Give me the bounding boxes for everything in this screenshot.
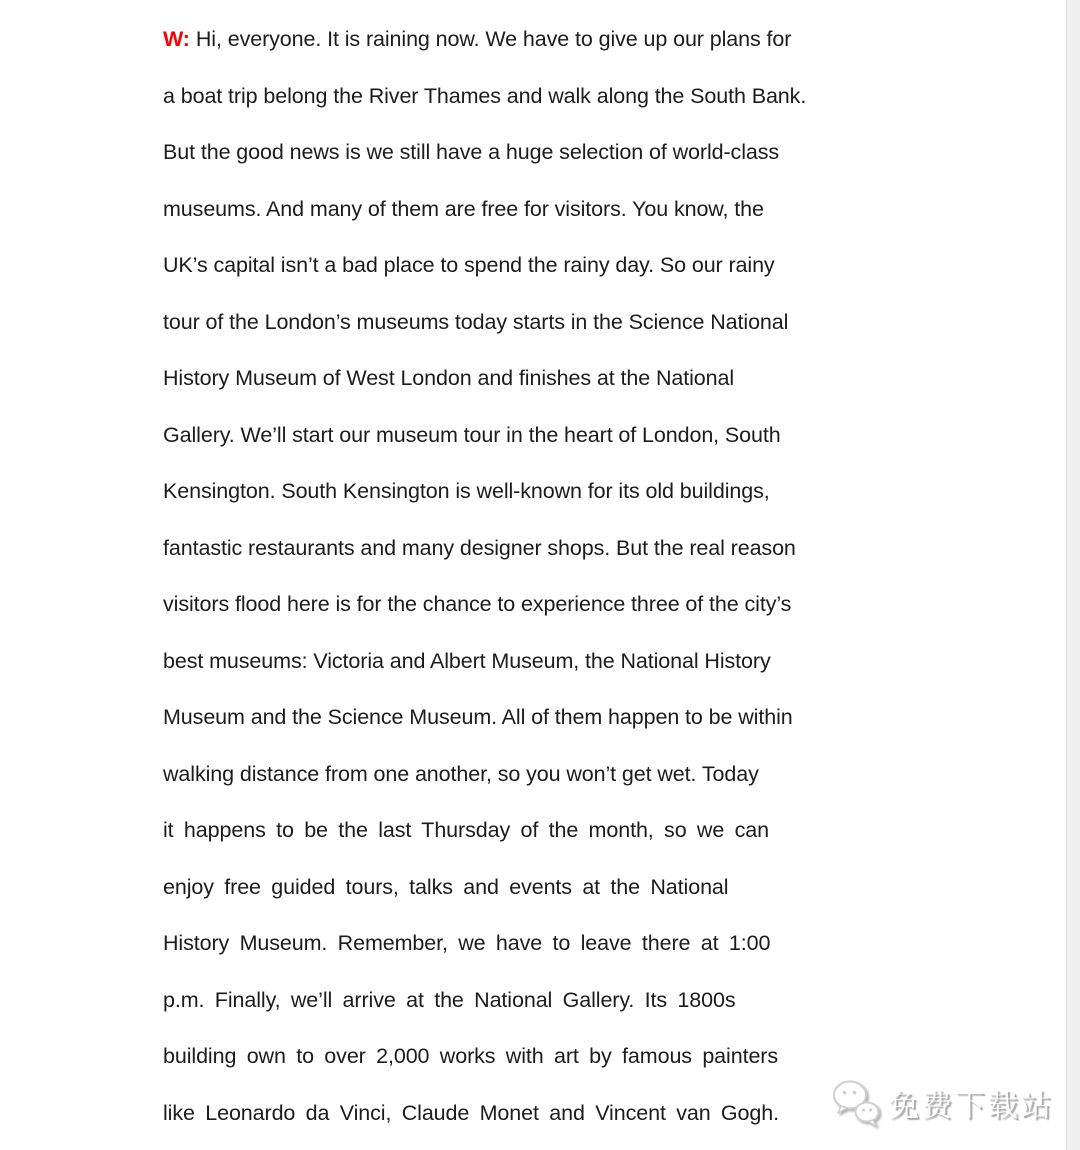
speaker-label: W: — [163, 27, 190, 51]
transcript-line: walking distance from one another, so you won’t get wet. Today — [163, 761, 759, 786]
transcript-line: a boat trip belong the River Thames and walk along the South Bank. — [163, 83, 807, 108]
transcript-paragraph — [163, 11, 923, 1141]
transcript-line: like Leonardo da Vinci, Claude Monet and Vincent van Gogh. — [163, 1100, 779, 1125]
transcript-line: Gallery. We’ll start our museum tour in the heart of London, South — [163, 422, 781, 447]
scrollbar[interactable] — [1066, 0, 1080, 1150]
transcript-line: History Museum of West London and finishes at the National — [163, 366, 735, 390]
transcript-line-text: Hi, everyone. It is raining now. We have to give up our plans for — [195, 27, 792, 51]
transcript-line: p.m. Finally, we’ll arrive at the National Gallery. Its 1800s — [163, 987, 736, 1012]
transcript-line: it happens to be the last Thursday of the month, so we can — [163, 818, 769, 842]
transcript-line: best museums: Victoria and Albert Museum, the National History — [163, 648, 771, 673]
transcript-line — [163, 11, 923, 68]
transcript-line: enjoy free guided tours, talks and events at the National — [163, 874, 729, 899]
transcript-line: UK’s capital isn’t a bad place to spend the rainy day. So our rainy — [163, 253, 775, 277]
transcript-line: But the good news is we still have a huge selection of world-class — [163, 140, 780, 164]
watermark-text: 免费下载站 — [889, 1090, 1054, 1123]
transcript-line: fantastic restaurants and many designer shops. But the real reason — [163, 535, 796, 560]
transcript-line: museums. And many of them are free for visitors. You know, the — [163, 196, 764, 221]
transcript-line: History Museum. Remember, we have to leave there at 1:00 — [163, 931, 771, 955]
transcript-line: building own to over 2,000 works with art by famous painters — [163, 1044, 779, 1068]
transcript-line: Museum and the Science Museum. All of them happen to be within — [163, 705, 793, 729]
transcript-line: visitors flood here is for the chance to experience three of the city’s — [163, 592, 792, 616]
transcript-line: tour of the London’s museums today starts in the Science National — [163, 309, 789, 334]
transcript-line: Kensington. South Kensington is well-known for its old buildings, — [163, 479, 770, 503]
